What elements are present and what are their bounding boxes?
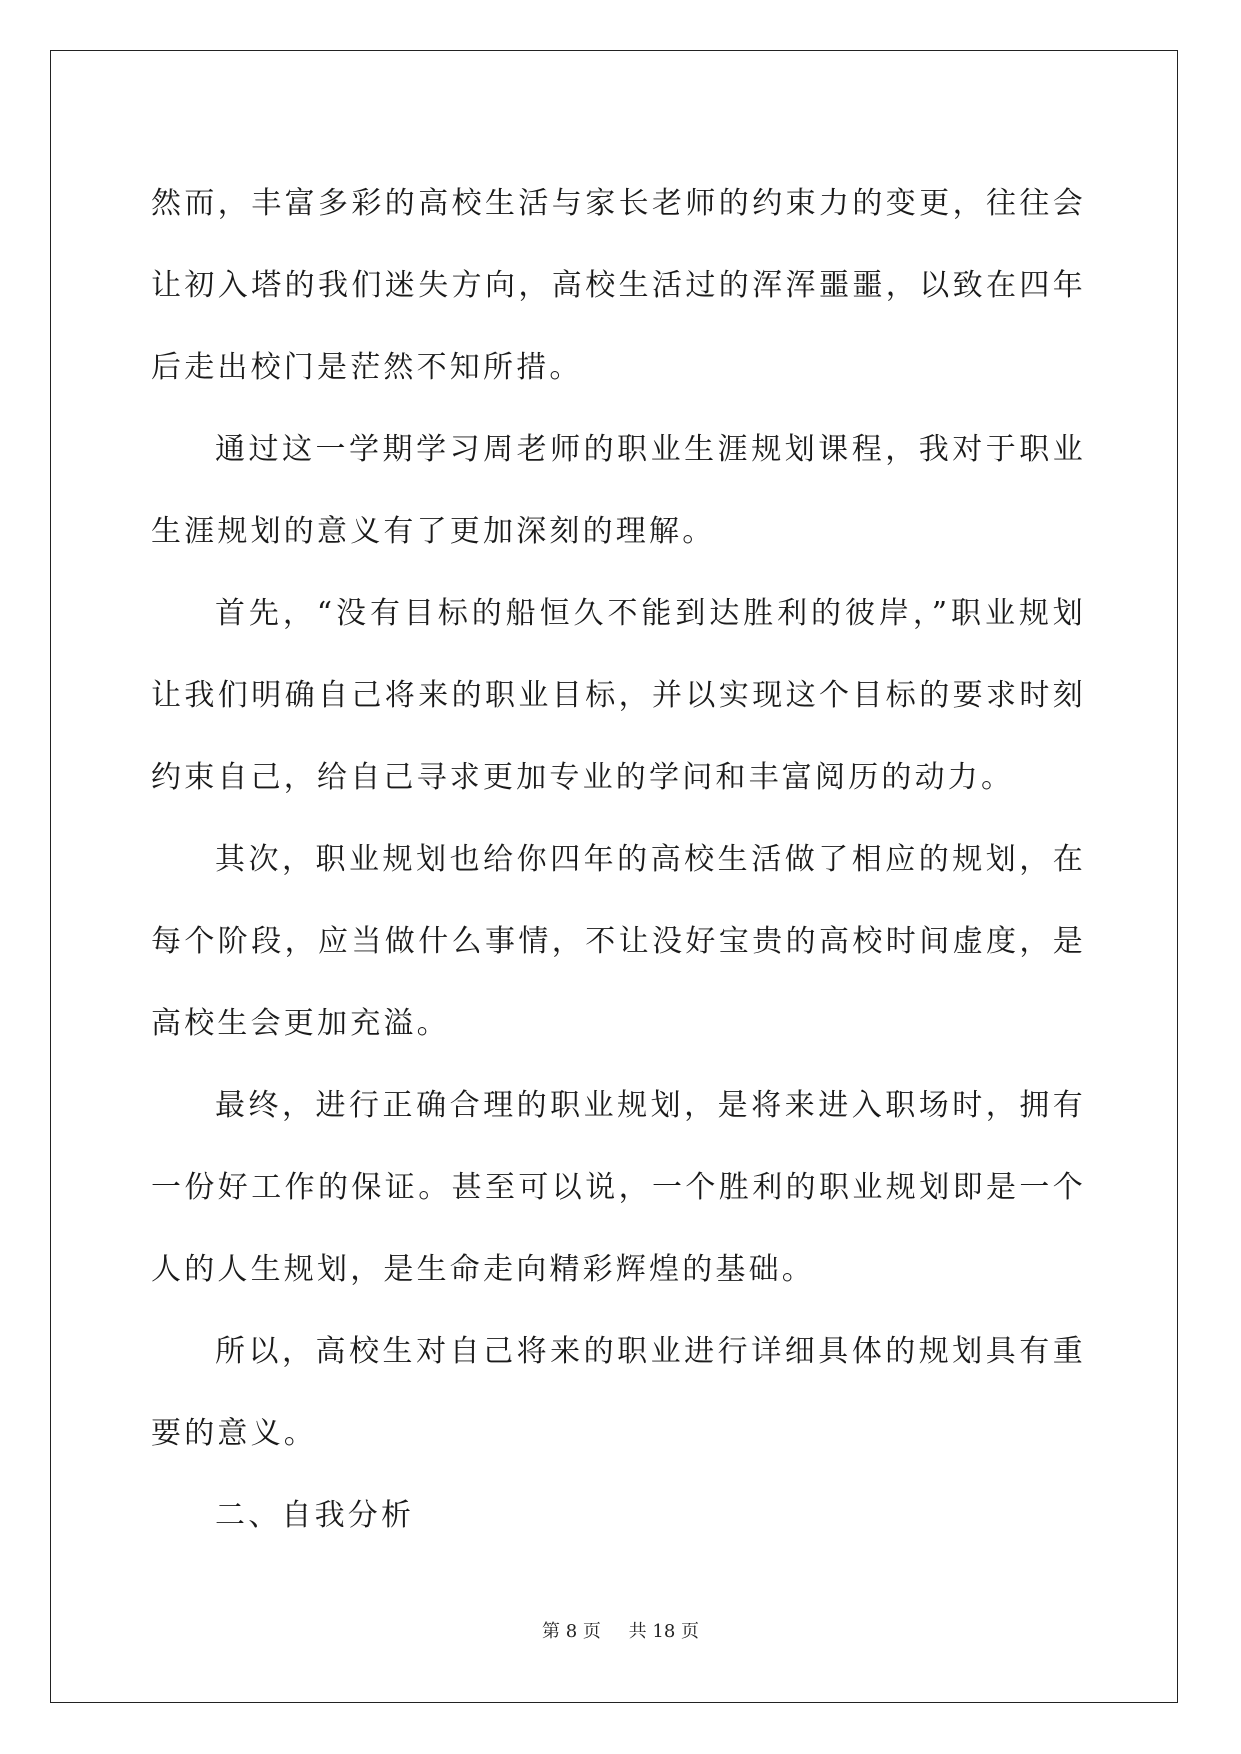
section-heading: 二、自我分析 <box>215 1498 415 1533</box>
paragraph: 其次，职业规划也给你四年的高校生活做了相应的规划，在每个阶段，应当做什么事情，不让没好宝贵的高校时间虚度，是高校生会更加充溢。 <box>151 842 1086 1041</box>
paragraph: 首先，“没有目标的船恒久不能到达胜利的彼岸，”职业规划让我们明确自己将来的职业目标，并以实现这个目标的要求时刻约束自己，给自己寻求更加专业的学问和丰富阅历的动力。 <box>151 596 1086 795</box>
document-body <box>151 163 1086 1557</box>
total-pages: 共 18 页 <box>628 1621 699 1642</box>
page-number: 第 8 页 <box>542 1621 601 1642</box>
paragraph: 所以，高校生对自己将来的职业进行详细具体的规划具有重要的意义。 <box>151 1334 1086 1451</box>
paragraph: 最终，进行正确合理的职业规划，是将来进入职场时，拥有一份好工作的保证。甚至可以说，一个胜利的职业规划即是一个人的人生规划，是生命走向精彩辉煌的基础。 <box>151 1088 1086 1287</box>
paragraph: 通过这一学期学习周老师的职业生涯规划课程，我对于职业生涯规划的意义有了更加深刻的理解。 <box>151 432 1086 549</box>
paragraph: 然而，丰富多彩的高校生活与家长老师的约束力的变更，往往会让初入塔的我们迷失方向，高校生活过的浑浑噩噩，以致在四年后走出校门是茫然不知所措。 <box>151 186 1086 385</box>
page-footer <box>0 1617 1241 1643</box>
